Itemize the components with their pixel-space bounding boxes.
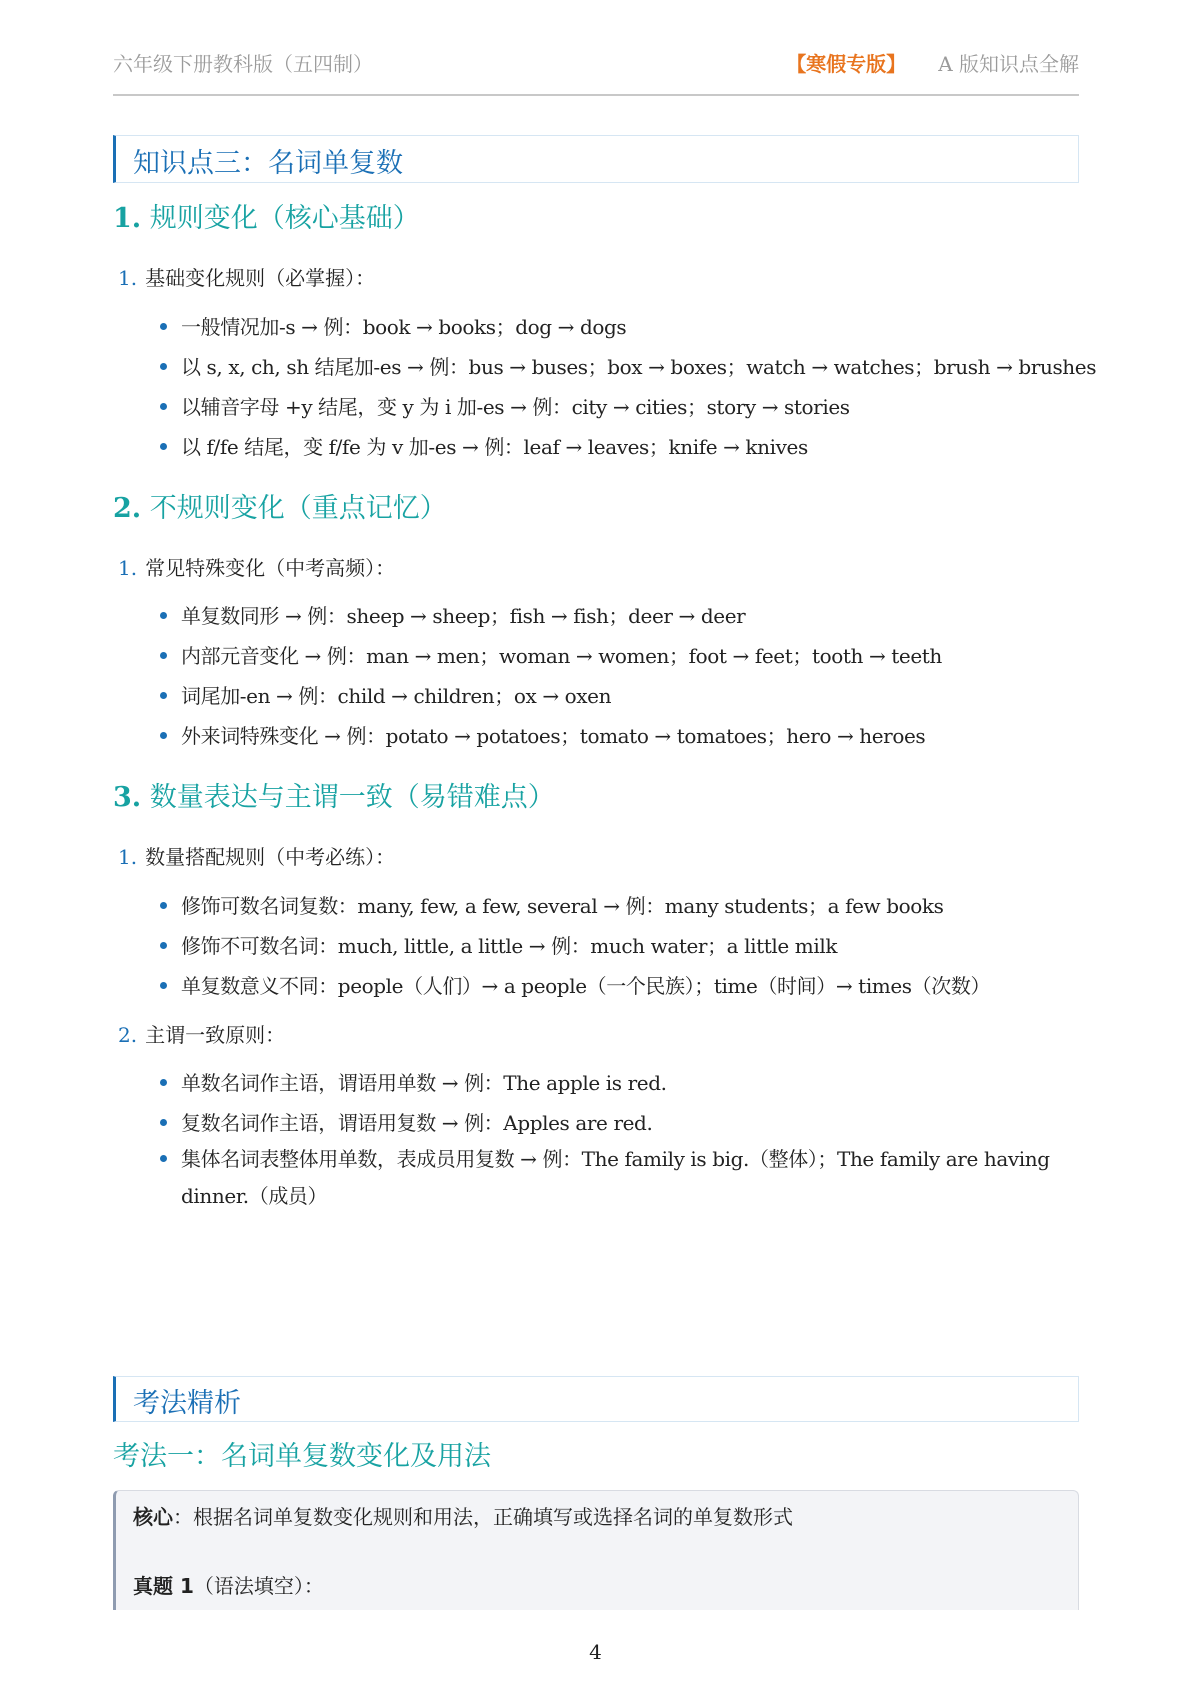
bullet-text: 词尾加-en → 例：child → children；ox → oxen <box>181 684 612 708</box>
bullet-text: 复数名词作主语，谓语用复数 → 例：Apples are red. <box>181 1111 653 1135</box>
analysis-title: 考法精析 <box>133 1388 241 1419</box>
page-number: 4 <box>589 1640 602 1664</box>
part1-subheading <box>118 262 375 291</box>
header-badge: 【寒假专版】 <box>786 52 907 76</box>
bullet-text: 单复数意义不同：people（人们）→ a people（一个民族）；time（时间）→ times（次数） <box>181 974 991 998</box>
bullet-dot <box>160 403 167 410</box>
bullet-text: 修饰可数名词复数：many, few, a few, several → 例：many students；a few books <box>181 894 944 918</box>
section-title: 知识点三：名词单复数 <box>133 148 403 179</box>
part3-heading <box>113 775 555 814</box>
part2-subheading <box>118 552 395 581</box>
section-title-box <box>113 135 1079 183</box>
bullet-text: 内部元音变化 → 例：man → men；woman → women；foot → feet；tooth → teeth <box>181 644 942 668</box>
part1-heading <box>113 196 420 235</box>
bullet-dot <box>160 982 167 989</box>
question-line <box>133 1570 324 1599</box>
list-item <box>160 720 925 749</box>
part2-sub-text: 常见特殊变化（中考高频）： <box>145 556 396 580</box>
bullet-dot <box>160 652 167 659</box>
part3-number: 3. <box>113 782 142 813</box>
core-box <box>113 1490 1079 1610</box>
list-item <box>160 391 850 420</box>
wrap-line-1 <box>160 1141 1080 1178</box>
list-item <box>160 351 1096 380</box>
bullet-dot <box>160 692 167 699</box>
part2-title: 不规则变化（重点记忆） <box>149 493 447 524</box>
part1-sub-text: 基础变化规则（必掌握）： <box>145 266 376 290</box>
part1-sub-number: 1. <box>118 266 138 290</box>
part3-sub1-number: 1. <box>118 845 138 869</box>
header-book-title: 六年级下册教科版（五四制） <box>113 52 373 76</box>
bullet-dot <box>160 612 167 619</box>
part3-sub2-text: 主谓一致原则： <box>145 1023 286 1047</box>
core-text: ：根据名词单复数变化规则和用法，正确填写或选择名词的单复数形式 <box>173 1505 793 1529</box>
core-label: 核心 <box>133 1505 173 1529</box>
method1-heading: 考法一：名词单复数变化及用法 <box>113 1441 491 1472</box>
part3-sub2-number: 2. <box>118 1023 138 1047</box>
list-item <box>160 890 944 919</box>
bullet-dot <box>160 1119 167 1126</box>
bullet-dot <box>160 1079 167 1086</box>
bullet-dot <box>160 1155 167 1162</box>
list-item <box>160 930 837 959</box>
bullet-text: 以辅音字母 +y 结尾，变 y 为 i 加-es → 例：city → cities；story → stories <box>181 395 850 419</box>
list-item <box>160 1141 1080 1215</box>
part3-sub1-text: 数量搭配规则（中考必练）： <box>145 845 396 869</box>
bullet-text: 一般情况加-s → 例：book → books；dog → dogs <box>181 315 627 339</box>
core-line <box>133 1501 793 1530</box>
list-item <box>160 311 626 340</box>
bullet-text: 单数名词作主语，谓语用单数 → 例：The apple is red. <box>181 1071 667 1095</box>
bullet-dot <box>160 443 167 450</box>
part2-number: 2. <box>113 493 142 524</box>
bullet-dot <box>160 942 167 949</box>
list-item <box>160 680 611 709</box>
wrap-line-2: dinner.（成员） <box>181 1184 328 1208</box>
bullet-text: 以 s, x, ch, sh 结尾加-es → 例：bus → buses；box → boxes；watch → watches；brush → brushes <box>181 355 1097 379</box>
list-item <box>160 600 745 629</box>
list-item <box>160 1107 652 1136</box>
bullet-dot <box>160 323 167 330</box>
bullet-text: 外来词特殊变化 → 例：potato → potatoes；tomato → tomatoes；hero → heroes <box>181 724 926 748</box>
bullet-dot <box>160 732 167 739</box>
page-header <box>113 44 1079 96</box>
part3-subheading-1 <box>118 841 395 870</box>
question-label: 真题 1 <box>133 1574 194 1598</box>
bullet-dot <box>160 902 167 909</box>
part3-subheading-2 <box>118 1019 285 1048</box>
list-item <box>160 1067 667 1096</box>
analysis-title-box <box>113 1376 1079 1422</box>
bullet-text: 集体名词表整体用单数，表成员用复数 → 例：The family is big.（整体）；The family are having <box>181 1147 1050 1171</box>
part3-title: 数量表达与主谓一致（易错难点） <box>149 782 555 813</box>
question-text: （语法填空）： <box>193 1574 324 1598</box>
list-item <box>160 970 990 999</box>
header-edition: A 版知识点全解 <box>938 52 1079 76</box>
part2-heading <box>113 486 447 525</box>
part1-title: 规则变化（核心基础） <box>149 203 420 234</box>
bullet-text: 单复数同形 → 例：sheep → sheep；fish → fish；deer → deer <box>181 604 746 628</box>
list-item <box>160 431 808 460</box>
bullet-dot <box>160 363 167 370</box>
list-item <box>160 640 942 669</box>
bullet-text: 以 f/fe 结尾，变 f/fe 为 v 加-es → 例：leaf → leaves；knife → knives <box>181 435 808 459</box>
bullet-text: 修饰不可数名词：much, little, a little → 例：much water；a little milk <box>181 934 838 958</box>
part1-number: 1. <box>113 203 142 234</box>
header-right <box>786 48 1079 77</box>
part2-sub-number: 1. <box>118 556 138 580</box>
